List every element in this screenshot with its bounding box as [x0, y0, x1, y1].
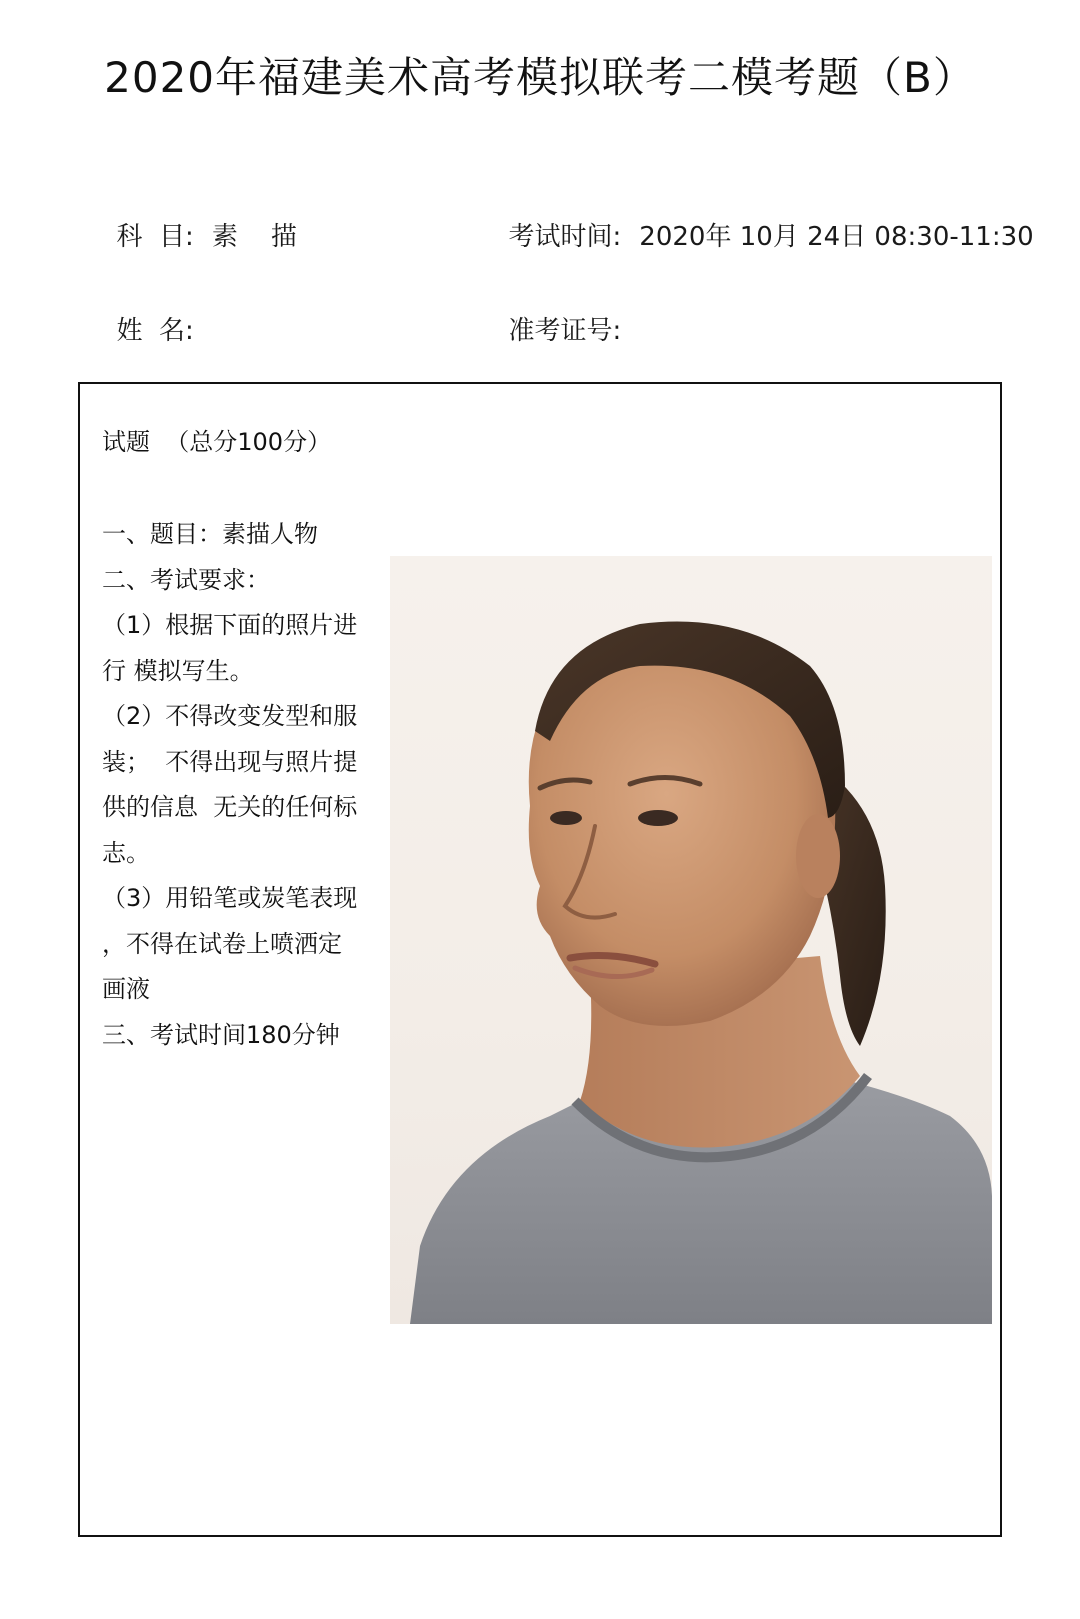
subject-value: 素 描: [211, 222, 297, 252]
reference-portrait-photo: [390, 556, 992, 1324]
ticket-row: [492, 280, 639, 347]
name-row: [100, 280, 212, 347]
requirement-line: 装； 不得出现与照片提: [102, 747, 358, 776]
question-heading: 试题: [102, 428, 150, 456]
portrait-illustration: [390, 556, 992, 1324]
question-box: [78, 382, 1002, 1537]
name-label: 姓 名:: [116, 316, 194, 346]
requirement-line: （1）根据下面的照片进: [102, 611, 358, 639]
total-score: （总分100分）: [165, 428, 332, 456]
requirement-line: 一、题目：素描人物: [102, 520, 318, 548]
ticket-label: 准考证号:: [508, 316, 622, 346]
exam-time-value: 2020年 10月 24日 08:30-11:30: [639, 222, 1034, 252]
requirement-line: 行 模拟写生。: [102, 656, 254, 685]
exam-time-row: [492, 186, 1034, 253]
question-heading-row: [102, 422, 331, 457]
subject-label: 科 目:: [116, 222, 194, 252]
requirement-line: 志。: [102, 838, 150, 867]
requirement-line: 二、考试要求：: [102, 565, 270, 594]
requirements-list: [102, 512, 384, 1058]
ear-shape: [796, 814, 840, 898]
requirement-line: 供的信息 无关的任何标: [102, 793, 358, 821]
subject-row: [100, 186, 297, 253]
requirement-line: 三、考试时间180分钟: [102, 1020, 340, 1049]
exam-title: 2020年福建美术高考模拟联考二模考题（B）: [104, 53, 976, 102]
exam-time-label: 考试时间:: [508, 222, 622, 252]
requirement-line: ，不得在试卷上喷洒定: [102, 929, 342, 958]
requirement-line: （3）用铅笔或炭笔表现: [102, 884, 358, 912]
requirement-line: 画液: [102, 975, 150, 1003]
requirement-line: （2）不得改变发型和服: [102, 702, 358, 730]
